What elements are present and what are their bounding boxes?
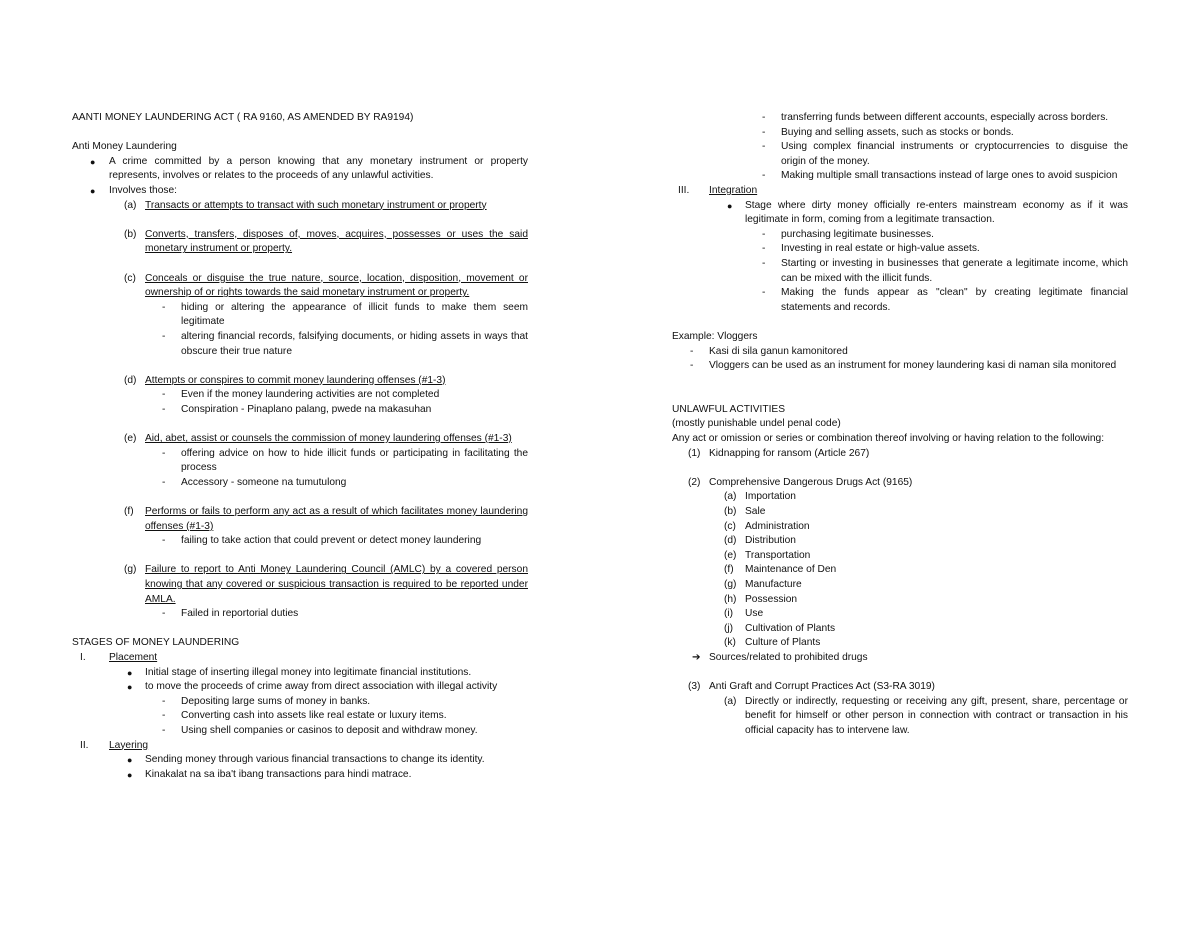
bullet-icon: ●: [127, 682, 133, 693]
placement-bullet: ● to move the proceeds of crime away from direct association with illegal activity: [72, 680, 528, 695]
offense-item-b: (b) Converts, transfers, disposes of, moves, acquires, possesses or uses the said monetary instrument or property.: [124, 228, 528, 255]
placement-example: - Converting cash into assets like real estate or luxury items.: [162, 710, 447, 722]
aml-heading: Anti Money Laundering: [72, 141, 177, 153]
offense-item-f: (f) Performs or fails to perform any act as a result of which facilitates money laundering offenses (#1-3): [124, 506, 528, 532]
aml-bullet: ● Involves those:: [72, 184, 528, 199]
unlawful-item-3: (3) Anti Graft and Corrupt Practices Act (S3-RA 3019): [688, 681, 935, 693]
bullet-icon: ●: [127, 769, 133, 780]
arrow-right-icon: ➔: [692, 651, 701, 663]
bullet-icon: ●: [727, 200, 733, 211]
bullet-icon: ●: [127, 755, 133, 766]
offense-sub-item: - Conspiration - Pinaplano palang, pwede na makasuhan: [162, 403, 432, 415]
offense-item-d: (d) Attempts or conspires to commit money laundering offenses (#1-3): [124, 374, 446, 386]
example-item: - Vloggers can be used as an instrument for money laundering kasi di naman sila monitored: [690, 360, 1117, 372]
bullet-icon: ●: [90, 156, 96, 167]
offense-sub-item: - failing to take action that could prevent or detect money laundering: [162, 535, 482, 547]
layering-example: - transferring funds between different accounts, especially across borders.: [762, 112, 1109, 123]
drugs-sub-item: (d) Distribution: [724, 535, 796, 547]
unlawful-item-2: (2) Comprehensive Dangerous Drugs Act (9165): [688, 476, 913, 488]
bullet-icon: ●: [90, 185, 96, 196]
offense-sub-item: - hiding or altering the appearance of illicit funds to make them seem legitimate: [162, 301, 528, 328]
stage-integration: III. Integration: [678, 184, 758, 196]
drugs-sub-item: (c) Administration: [724, 520, 810, 532]
offense-sub-item: - Even if the money laundering activities are not completed: [162, 389, 440, 401]
offense-item-a: (a) Transacts or attempts to transact with such monetary instrument or property: [124, 199, 487, 211]
offense-sub-item: - Failed in reportorial duties: [162, 608, 299, 620]
layering-example: - Buying and selling assets, such as stocks or bonds.: [762, 126, 1014, 138]
graft-sub-item: (a) Directly or indirectly, requesting or receiving any gift, present, share, percentage or benefit for himself or other person in connection with contract or transaction in his official capacity has to intervene law.: [724, 695, 1128, 736]
offense-item-c: (c) Conceals or disguise the true nature, source, location, disposition, movement or ownership of or rights towards the said monetary instrument or property.: [124, 272, 528, 299]
aml-bullet: ● A crime committed by a person knowing that any monetary instrument or property represents, involves or relates to the proceeds of any unlawful activities.: [90, 155, 528, 182]
unlawful-note: (mostly punishable undel penal code): [672, 418, 841, 430]
unlawful-heading: UNLAWFUL ACTIVITIES: [672, 403, 786, 415]
stage-layering: II. Layering: [80, 739, 149, 751]
integration-example: - Making the funds appear as "clean" by creating legitimate financial statements and records.: [762, 287, 1128, 313]
document-title: AANTI MONEY LAUNDERING ACT ( RA 9160, AS AMENDED BY RA9194): [72, 112, 414, 123]
bullet-icon: ●: [127, 667, 133, 678]
drugs-sub-item: (a) Importation: [724, 491, 796, 503]
stage-placement: I. Placement: [80, 651, 158, 663]
integration-bullet: ● Stage where dirty money officially re-enters mainstream economy as if it was legitimate in form, coming from a legitimate transaction.: [727, 199, 1128, 226]
integration-example: - purchasing legitimate businesses.: [762, 228, 934, 240]
offense-sub-item: - Accessory - someone na tumutulong: [162, 476, 347, 488]
left-column: [72, 111, 528, 782]
placement-bullet: ● Initial stage of inserting illegal money into legitimate financial institutions.: [72, 666, 528, 681]
offense-sub-item: - offering advice on how to hide illicit funds or participating in facilitating the process: [162, 447, 528, 474]
offense-item-e: (e) Aid, abet, assist or counsels the commission of money laundering offenses (#1-3): [124, 433, 512, 445]
integration-example: - Investing in real estate or high-value assets.: [762, 243, 980, 255]
drugs-sub-item: (b) Sale: [724, 506, 766, 518]
unlawful-intro: Any act or omission or series or combination thereof involving or having relation to the following:: [672, 433, 1105, 445]
example-heading: Example: Vloggers: [672, 330, 758, 342]
placement-example: - Using shell companies or casinos to deposit and withdraw money.: [162, 724, 478, 736]
offense-sub-item: - altering financial records, falsifying documents, or hiding assets in ways that obscure their true nature: [162, 330, 528, 357]
drugs-sub-item: (h) Possession: [724, 593, 798, 605]
right-column: [672, 111, 1128, 739]
drugs-sub-item: (k) Culture of Plants: [724, 637, 821, 649]
drugs-sub-item: (g) Manufacture: [724, 579, 802, 590]
layering-example: - Making multiple small transactions instead of large ones to avoid suspicion: [762, 170, 1118, 182]
drugs-sub-item: (f) Maintenance of Den: [724, 564, 837, 576]
offense-item-g: (g) Failure to report to Anti Money Laundering Council (AMLC) by a covered person knowing that any covered or suspicious transaction is required to be reported under AMLA.: [124, 564, 528, 605]
drugs-sub-item: (e) Transportation: [724, 549, 811, 561]
layering-bullet: ● Kinakalat na sa iba't ibang transactions para hindi matrace.: [72, 768, 528, 783]
placement-example: - Depositing large sums of money in banks.: [162, 695, 371, 707]
unlawful-item-1: (1) Kidnapping for ransom (Article 267): [688, 447, 870, 459]
example-item: - Kasi di sila ganun kamonitored: [690, 345, 848, 357]
drugs-note: ➔ Sources/related to prohibited drugs: [672, 651, 1128, 666]
drugs-sub-item: (i) Use: [724, 608, 764, 620]
layering-bullet: ● Sending money through various financial transactions to change its identity.: [72, 753, 528, 768]
drugs-sub-item: (j) Cultivation of Plants: [724, 622, 836, 634]
integration-example: - Starting or investing in businesses that generate a legitimate income, which can be mixed with the illicit funds.: [762, 257, 1128, 284]
stages-heading: STAGES OF MONEY LAUNDERING: [72, 637, 240, 649]
layering-example: - Using complex financial instruments or cryptocurrencies to disguise the origin of the money.: [762, 141, 1128, 167]
